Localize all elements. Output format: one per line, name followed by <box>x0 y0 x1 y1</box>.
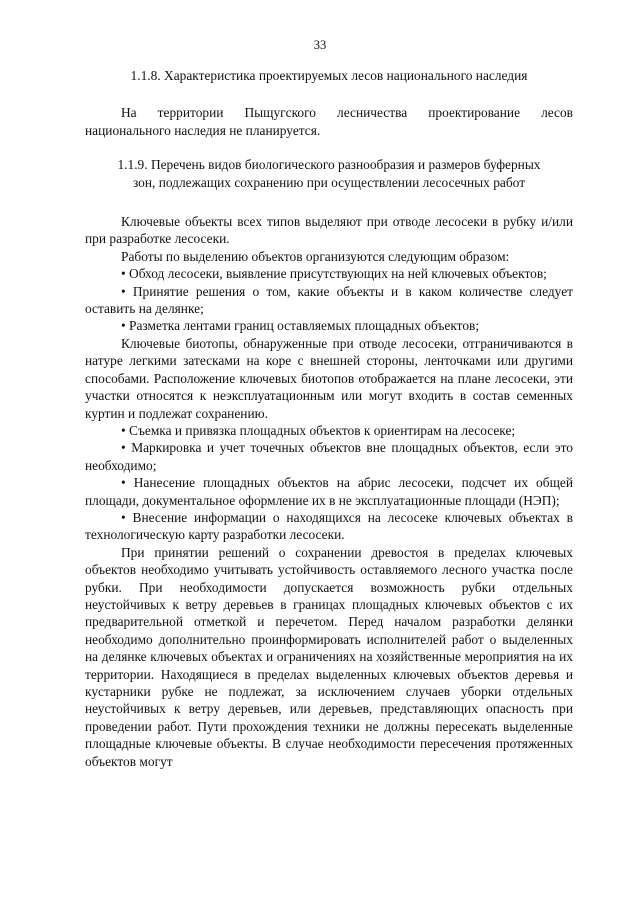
bullet-point-objects: • Маркировка и учет точечных объектов вне площадных объектов, если это необходимо; <box>85 440 573 473</box>
paragraph-key-objects: Ключевые объекты всех типов выделяют при отводе лесосеки в рубку и/или при разработке лесосеки. <box>85 214 573 247</box>
paragraph-stand-preservation: При принятии решений о сохранении древостоя в пределах ключевых объектов необходимо учитывать устойчивость оставляемого лесного участка после рубки. При необходимости допускается возможность рубки отдельных неустойчивых к ветру деревьев в границах площадных ключевых объектов с их предварительной отметкой и перечетом. Перед началом разработки делянки необходимо дополнительно проинформировать исполнителей работ о выделенных на делянке ключевых объектах и ограничениях на хозяйственные мероприятия на их территории. Находящиеся в пределах выделенных ключевых объектов деревья и кустарники рубке не подлежат, за исключением случаев уборки отдельных неустойчивых к ветру деревьев, или деревьев, представляющих опасность при проведении работ. Пути прохождения техники не должны пересекать выделенные площадные ключевые объекты. В случае необходимости пересечения протяженных объектов могут <box>85 544 573 769</box>
bullet-abris: • Нанесение площадных объектов на абрис лесосеки, подсчет их общей площади, документальное оформление их в не эксплуатационные площади (НЭП); <box>85 475 573 508</box>
bullet-decision: • Принятие решения о том, какие объекты и в каком количестве следует оставить на делянке; <box>85 283 573 317</box>
bullet-marking-ribbons: • Разметка лентами границ оставляемых площадных объектов; <box>121 318 480 334</box>
paragraph-key-biotopes: Ключевые биотопы, обнаруженные при отводе лесосеки, отграничиваются в натуре легкими затесками на коре с внешней стороны, ленточками или другими способами. Расположение ключевых биотопов отображается на плане лесосеки, эти участки относятся к неэксплуатационным или могут входить в состав семенных куртин и подлежат сохранению. <box>85 335 573 421</box>
bullet-tech-map: • Внесение информации о находящихся на лесосеке ключевых объектах в технологическую карту разработки лесосеки. <box>85 509 573 543</box>
page-content <box>85 67 573 770</box>
bullet-survey-binding: • Съемка и привязка площадных объектов к ориентирам на лесосеке; <box>121 422 516 438</box>
section-1-1-9-heading-line-1: 1.1.9. Перечень видов биологического разнообразия и размеров буферных <box>117 157 541 173</box>
page-number: 33 <box>313 38 327 52</box>
section-1-1-9-heading-line-2: зон, подлежащих сохранению при осуществлении лесосечных работ <box>132 174 526 190</box>
section-1-1-8-paragraph: На территории Пыщугского лесничества проектирование лесов национального наследия не планируется. <box>85 105 573 138</box>
bullet-survey: • Обход лесосеки, выявление присутствующих на ней ключевых объектов; <box>121 266 547 282</box>
section-1-1-8-heading: 1.1.8. Характеристика проектируемых лесов национального наследия <box>130 68 528 83</box>
paragraph-work-organization: Работы по выделению объектов организуются следующим образом: <box>121 248 510 264</box>
